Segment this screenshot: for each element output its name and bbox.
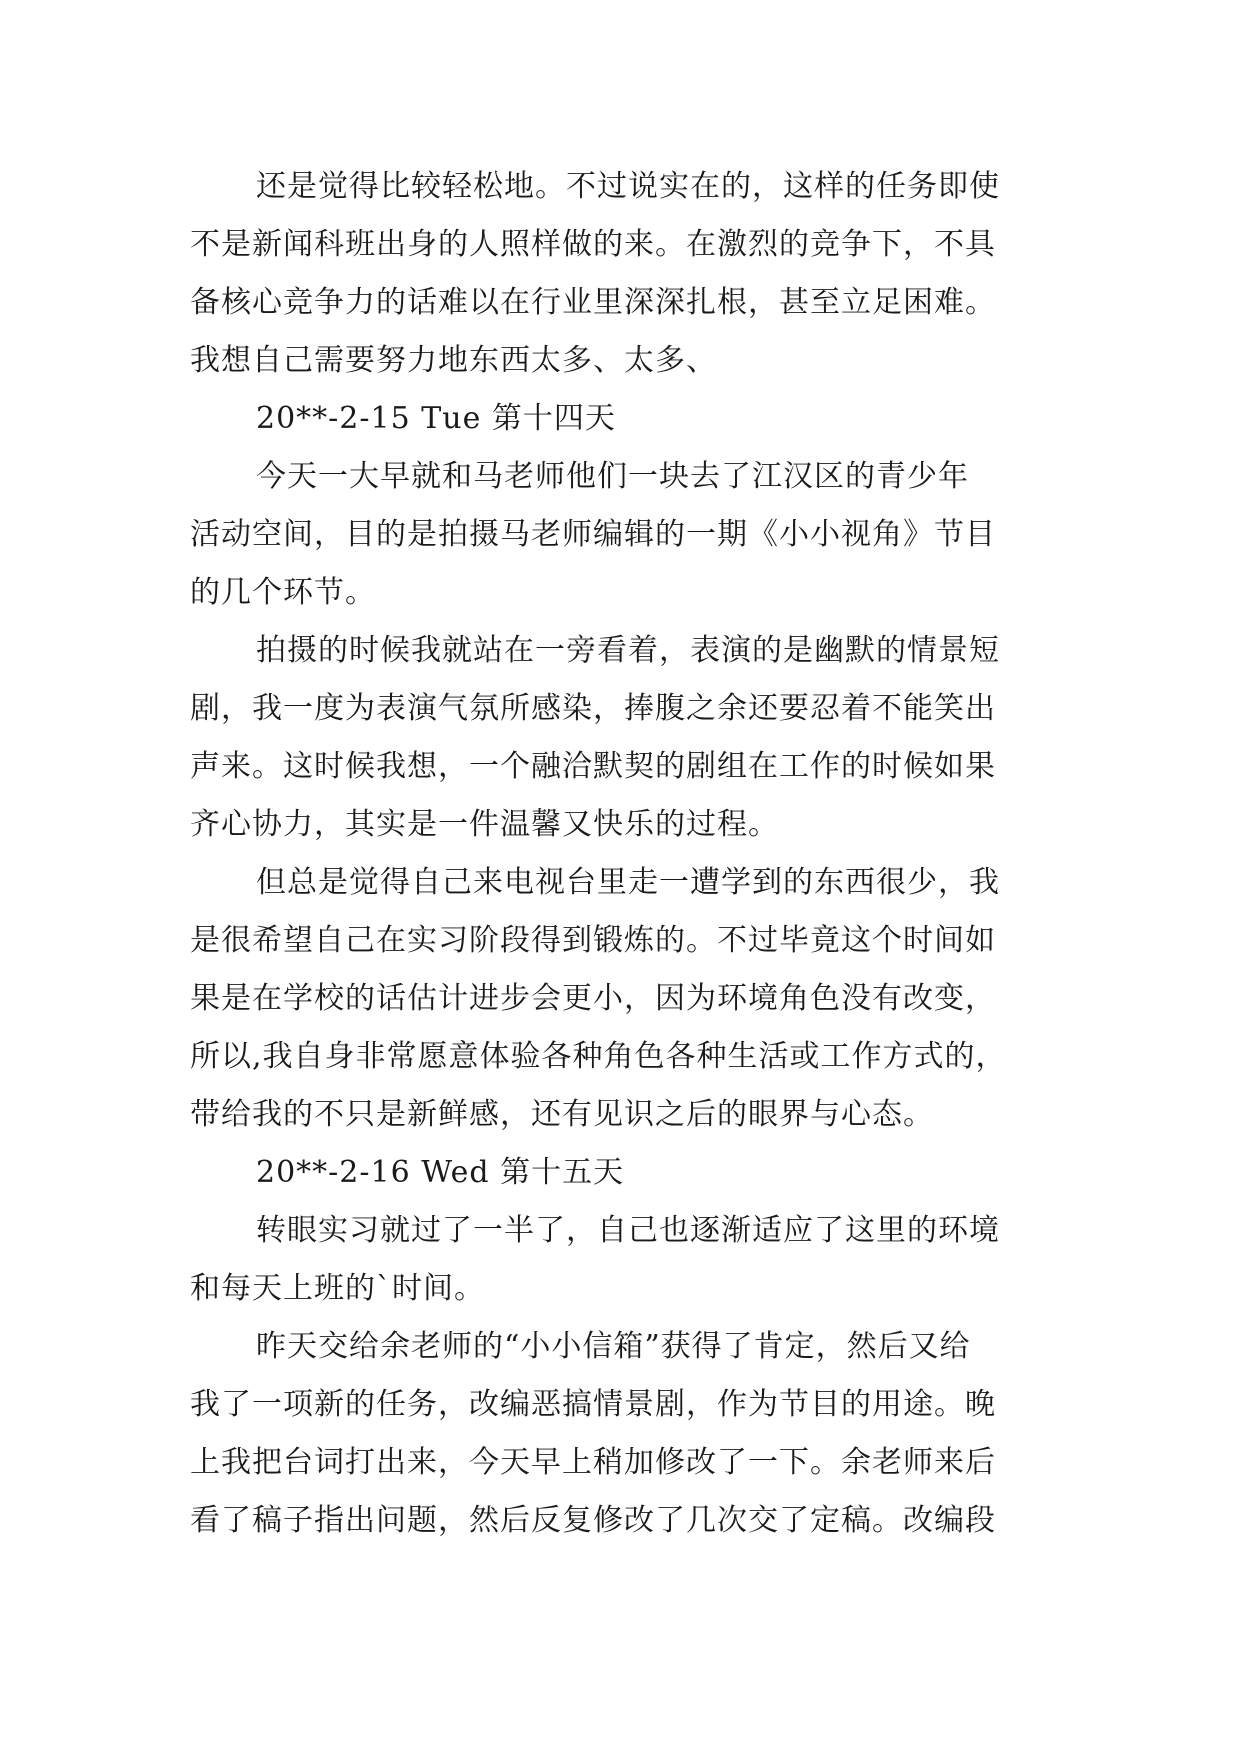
text-line: 所以,我自身非常愿意体验各种角色各种生活或工作方式的， (190, 1039, 1007, 1074)
text-line: 我想自己需要努力地东西太多、太多、 (190, 343, 717, 378)
date-heading: 20**-2-15 Tue 第十四天 (256, 401, 616, 436)
text-line: 带给我的不只是新鲜感，还有见识之后的眼界与心态。 (190, 1097, 934, 1132)
text-line: 备核心竞争力的话难以在行业里深深扎根，甚至立足困难。 (190, 285, 996, 320)
text-line: 是很希望自己在实习阶段得到锻炼的。不过毕竟这个时间如 (190, 923, 996, 958)
text-line: 的几个环节。 (190, 575, 376, 610)
document-body (190, 158, 1070, 1550)
text-line: 果是在学校的话估计进步会更小，因为环境角色没有改变， (190, 981, 996, 1016)
text-line: 我了一项新的任务，改编恶搞情景剧，作为节目的用途。晚 (190, 1387, 996, 1422)
date-heading: 20**-2-16 Wed 第十五天 (256, 1155, 625, 1190)
text-line: 上我把台词打出来，今天早上稍加修改了一下。余老师来后 (190, 1445, 996, 1480)
text-line: 剧，我一度为表演气氛所感染，捧腹之余还要忍着不能笑出 (190, 691, 996, 726)
text-line: 但总是觉得自己来电视台里走一遭学到的东西很少，我 (256, 865, 1000, 900)
text-line: 看了稿子指出问题，然后反复修改了几次交了定稿。改编段 (190, 1503, 996, 1538)
text-line: 和每天上班的`时间。 (190, 1271, 485, 1306)
text-line: 拍摄的时候我就站在一旁看着，表演的是幽默的情景短 (256, 633, 1000, 668)
text-line: 声来。这时候我想，一个融洽默契的剧组在工作的时候如果 (190, 749, 996, 784)
text-line: 转眼实习就过了一半了，自己也逐渐适应了这里的环境 (256, 1213, 1000, 1248)
text-line: 不是新闻科班出身的人照样做的来。在激烈的竞争下，不具 (190, 227, 996, 262)
text-line: 齐心协力，其实是一件温馨又快乐的过程。 (190, 807, 779, 842)
text-line: 昨天交给余老师的“小小信箱”获得了肯定，然后又给 (256, 1329, 971, 1364)
text-line: 活动空间，目的是拍摄马老师编辑的一期《小小视角》节目 (190, 517, 996, 552)
text-line: 还是觉得比较轻松地。不过说实在的，这样的任务即使 (256, 169, 1000, 204)
text-line: 今天一大早就和马老师他们一块去了江汉区的青少年 (256, 459, 969, 494)
